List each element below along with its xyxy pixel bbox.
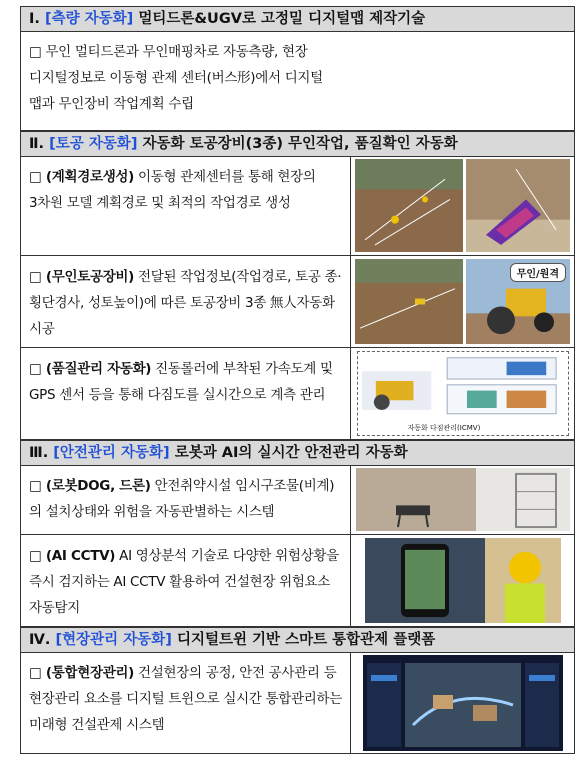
item-lead: □ (통합현장관리) bbox=[29, 665, 135, 681]
ai-cctv-photo bbox=[365, 538, 561, 623]
item-text bbox=[21, 31, 351, 130]
item-text bbox=[21, 652, 351, 754]
item-text bbox=[21, 535, 351, 626]
item-body: 진동롤러에 부착된 가속도계 및 GPS 센서 등을 통해 다짐도를 실시간으로 계측 관리 bbox=[29, 361, 333, 403]
item-body: 전달된 작업정보(작업경로, 토공 종·횡단경사, 성토높이)에 따른 토공장비 3종 無人자동화 시공 bbox=[29, 269, 342, 337]
item-lead: □ (무인토공장비) bbox=[29, 269, 135, 285]
section-header-3 bbox=[21, 440, 574, 466]
item-lead: □ (AI CCTV) bbox=[29, 548, 116, 564]
drone-site-photo bbox=[355, 259, 463, 344]
item-images bbox=[351, 465, 574, 534]
remote-badge: 무인/원격 bbox=[510, 263, 566, 282]
roller-photo bbox=[466, 259, 570, 344]
item-lead: □ (계획경로생성) bbox=[29, 169, 135, 185]
item-body: 이동형 관제센터를 통해 현장의 3차원 모델 계획경로 및 최적의 작업경로 생성 bbox=[29, 169, 316, 211]
item-lead: □ 무인 멀티드론과 무인매핑차로 자동측량, 현장 디지털정보로 이동형 관제 센터(버스形)에서 디지털 맵과 무인장비 작업계획 수립 bbox=[29, 44, 323, 112]
item-row bbox=[21, 535, 574, 627]
section-numeral: Ⅱ. bbox=[29, 136, 45, 152]
section-tag: [현장관리 자동화] bbox=[55, 632, 172, 648]
item-row bbox=[21, 465, 574, 535]
section-tag: [토공 자동화] bbox=[49, 136, 138, 152]
section-title: 자동화 토공장비(3종) 무인작업, 품질확인 자동화 bbox=[142, 136, 458, 152]
item-row bbox=[21, 348, 574, 440]
diagram-caption: 자동화 다짐관리(ICMV) bbox=[407, 424, 481, 432]
section-header-2 bbox=[21, 131, 574, 157]
item-images bbox=[351, 348, 574, 439]
item-body: 안전취약시설 임시구조물(비계)의 설치상태와 위험을 자동판별하는 시스템 bbox=[29, 478, 335, 520]
section-numeral: Ⅲ. bbox=[29, 445, 49, 461]
item-row bbox=[21, 31, 574, 131]
section-numeral: Ⅳ. bbox=[29, 632, 51, 648]
item-row bbox=[21, 652, 574, 754]
item-row bbox=[21, 156, 574, 256]
item-body: AI 영상분석 기술로 다양한 위험상황을 즉시 검지하는 AI CCTV 활용하여 건설현장 위험요소 자동탐지 bbox=[29, 548, 339, 616]
section-title: 로봇과 AI의 실시간 안전관리 자동화 bbox=[174, 445, 408, 461]
section-numeral: Ⅰ. bbox=[29, 11, 40, 27]
item-images bbox=[351, 256, 574, 347]
item-lead: □ (로봇DOG, 드론) bbox=[29, 478, 151, 494]
item-images bbox=[351, 156, 574, 255]
section-title: 멀티드론&UGV로 고정밀 디지털맵 제작기술 bbox=[138, 11, 426, 27]
icmv-diagram bbox=[357, 351, 569, 436]
section-title: 디지털트윈 기반 스마트 통합관제 플랫폼 bbox=[176, 632, 436, 648]
item-images bbox=[351, 652, 574, 754]
item-text bbox=[21, 156, 351, 255]
item-row bbox=[21, 256, 574, 348]
robot-dog-scaffold-photo bbox=[356, 468, 570, 531]
item-text bbox=[21, 465, 351, 534]
drone-path-photo bbox=[355, 159, 463, 252]
content-table bbox=[20, 6, 575, 754]
item-text bbox=[21, 256, 351, 347]
section-header-1 bbox=[21, 6, 574, 32]
digital-twin-dashboard-image bbox=[363, 655, 563, 751]
item-lead: □ (품질관리 자동화) bbox=[29, 361, 152, 377]
section-tag: [안전관리 자동화] bbox=[53, 445, 170, 461]
item-body: 건설현장의 공정, 안전 공사관리 등 현장관리 요소를 디지털 트윈으로 실시간 통합관리하는 미래형 건설관제 시스템 bbox=[29, 665, 342, 733]
3d-route-model-photo bbox=[466, 159, 570, 252]
section-header-4 bbox=[21, 627, 574, 653]
section-tag: [측량 자동화] bbox=[44, 11, 134, 27]
item-text bbox=[21, 348, 351, 439]
item-images bbox=[351, 535, 574, 626]
